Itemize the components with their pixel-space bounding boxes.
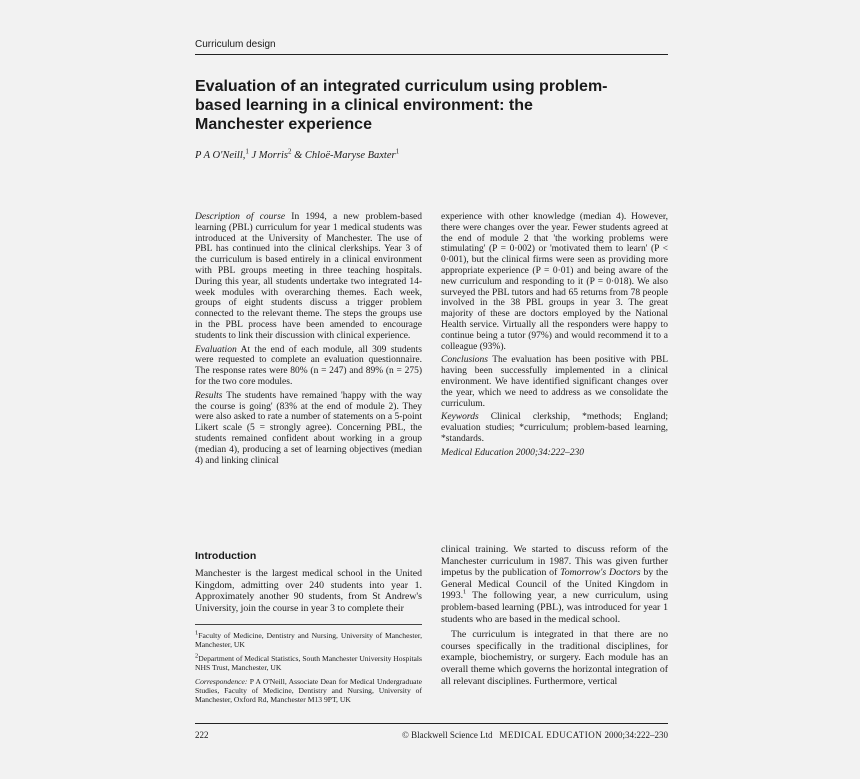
- intro-left-column: [195, 568, 422, 617]
- intro-right-column: [441, 544, 668, 691]
- footnote-affiliation-2: [195, 654, 422, 673]
- abstract-label: Description of course: [195, 212, 286, 222]
- section-label: Curriculum design: [195, 39, 276, 50]
- affiliation-marker: 2: [195, 652, 199, 660]
- book-title: Tomorrow's Doctors: [560, 567, 641, 579]
- abstract-text: Clinical clerkship, *methods; England; evaluation studies; *curriculum; problem-based learning, *standards.: [441, 412, 668, 444]
- abstract-text: In 1994, a new problem-based learning (PBL) curriculum for year 1 medical students was introduced at the University of Manchester. The use of PBL has continued into the clinical clerkships. Year 3 of the curriculum is based entirely in a clinical environment with PBL groups meeting in three teaching hospitals. During this year, all students undertake two integrated 14-week modules with overarching themes. Each week, groups of eight students discuss a trigger problem connected to the relevant theme. The steps the groups use in the PBL process have been amended to encourage students to link their discussion with clinical experience.: [195, 212, 422, 341]
- footnote-affiliation-1: [195, 631, 422, 650]
- author-list: [195, 147, 400, 161]
- affiliation-marker: 1: [395, 147, 400, 156]
- citation-text: Medical Education 2000;34:222–230: [441, 447, 585, 458]
- abstract-description: [195, 212, 422, 342]
- affiliation-marker: 1: [195, 629, 199, 637]
- abstract-label: Results: [195, 390, 223, 401]
- volume-pages: 2000;34:222–230: [604, 730, 668, 740]
- abstract-citation: [441, 448, 668, 459]
- footnote-text: Faculty of Medicine, Dentistry and Nursing, University of Manchester, Manchester, UK: [195, 631, 422, 650]
- article-title: Evaluation of an integrated curriculum using problem-based learning in a clinical environment: the Manchester experience: [195, 78, 608, 133]
- abstract-text: At the end of each module, all 309 students were requested to complete an evaluation questionnaire. The response rates were 80% (n = 247) and 89% (n = 275) for the two core modules.: [195, 344, 422, 387]
- author-name: P A O'Neill,: [195, 150, 246, 161]
- abstract-conclusions: [441, 355, 668, 409]
- abstract-label: Conclusions: [441, 355, 488, 366]
- abstract-evaluation: [195, 345, 422, 388]
- author-separator: &: [294, 150, 303, 161]
- footer-citation: [402, 730, 668, 740]
- footer-rule: [195, 723, 668, 724]
- intro-text: by the General Medical Council of the United Kingdom in 1993.: [441, 567, 668, 602]
- publisher: © Blackwell Science Ltd: [402, 730, 493, 740]
- correspondence-label: Correspondence:: [195, 676, 248, 686]
- footnote-correspondence: [195, 677, 422, 705]
- footnote-text: Department of Medical Statistics, South Manchester University Hospitals NHS Trust, Manchester, UK: [195, 653, 422, 673]
- abstract-text: The evaluation has been positive with PBL having been successfully implemented in a clinical environment. We have identified significant changes over the year, which we need to address as we consolidate the curriculum.: [441, 355, 668, 409]
- abstract-results-continued: experience with other knowledge (median 4). However, there were changes over the year. Fewer students agreed at the end of module 2 that 'the working problems were stimulating' (P = 0·002) or 'motivated them to learn' (P < 0·001), but the clinical firms were seen as providing more appropriate experience (P = 0·01) and being aware of the new curriculum and responding to it (P = 0·018). We also surveyed the PBL tutors and had 65 returns from 78 people involved in the 38 PBL groups in year 3. The great majority of these are doctors employed by the National Health service. Virtually all the responders were happy to continue being a tutor (97%) and would recommend it to a colleague (93%).: [441, 212, 668, 352]
- abstract-keywords: [441, 412, 668, 444]
- reference-marker: 1: [463, 589, 467, 597]
- footnote-text: P A O'Neill, Associate Dean for Medical Undergraduate Studies, Faculty of Medicine, Dentistry and Nursing, University of Manchester, Oxford Rd, Manchester M13 9PT, UK: [195, 676, 422, 705]
- header-rule: [195, 54, 668, 55]
- affiliation-marker: 2: [287, 147, 292, 156]
- section-heading: Introduction: [195, 550, 257, 562]
- abstract-text: The students have remained 'happy with the way the course is going' (83% at the end of module 2). They were also asked to rate a number of statements on a 5-point Likert scale (5 = strongly agree). Concerning PBL, the students remained confident about working in a group (median 4), producing a set of learning objectives (median 4) and linking clinical: [195, 390, 422, 466]
- intro-paragraph: The curriculum is integrated in that there are no courses specifically in the traditional disciplines, for example, biochemistry, or surgery. Each module has an overall theme which governs the horizontal integration of all relevant disciplines. Furthermore, vertical: [441, 629, 668, 687]
- abstract-results: [195, 391, 422, 467]
- journal-name: MEDICAL EDUCATION: [499, 730, 603, 740]
- affiliation-marker: 1: [245, 147, 249, 156]
- intro-text: The following year, a new curriculum, using problem-based learning (PBL), was introduced for year 1 students who are based in the medical school.: [441, 590, 668, 625]
- footnotes: [195, 631, 422, 709]
- author-name: Chloë-Maryse Baxter: [304, 150, 396, 161]
- abstract-label: Evaluation: [195, 344, 237, 355]
- abstract-label: Keywords: [441, 412, 479, 423]
- intro-paragraph: Manchester is the largest medical school in the United Kingdom, admitting over 240 students into year 1. Approximately another 90 students, from St Andrew's University, join the course in year 3 to complete their: [195, 568, 422, 614]
- page-number: 222: [195, 730, 209, 740]
- abstract-left-column: [195, 212, 422, 469]
- intro-paragraph: [441, 544, 668, 625]
- footnote-rule: [195, 624, 422, 625]
- intro-text: clinical training. We started to discuss reform of the Manchester curriculum in 1987. This was given further impetus by the publication of: [441, 544, 668, 579]
- author-name: J Morris: [251, 150, 288, 161]
- abstract-right-column: [441, 212, 668, 462]
